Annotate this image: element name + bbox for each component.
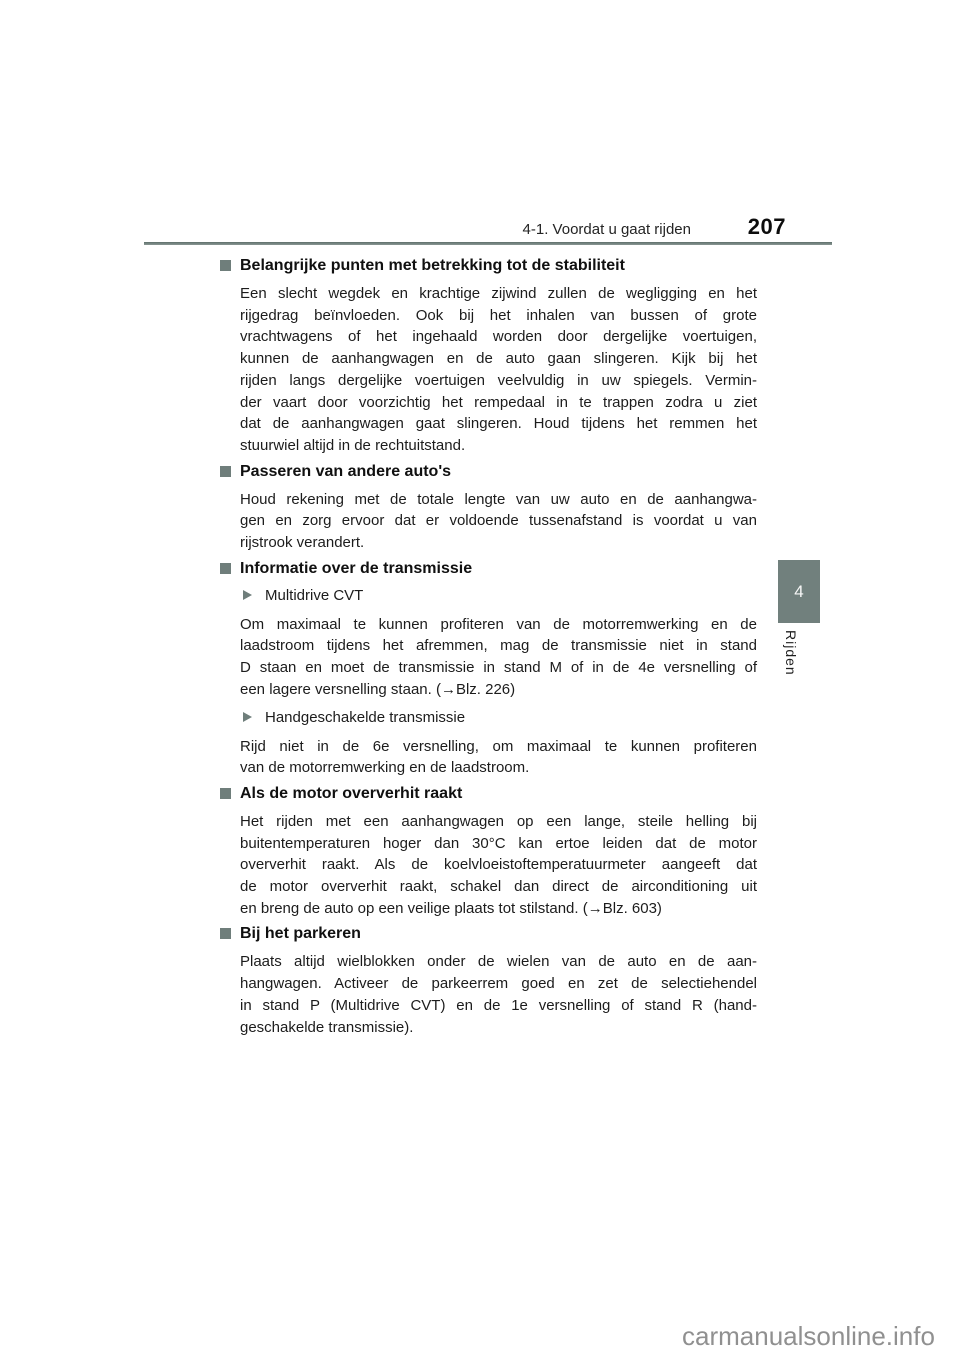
paragraph-line: laadstroom tijdens het afremmen, mag de transmissie niet in stand <box>240 637 757 655</box>
section-heading: Bij het parkeren <box>240 925 361 943</box>
page-number: 207 <box>747 214 786 239</box>
paragraph-line: der vaart door voorzichtig het rempedaal in te trappen zodra u ziet <box>240 393 757 411</box>
square-bullet-icon <box>220 260 231 271</box>
right-triangle-icon <box>243 590 252 600</box>
content-section <box>220 559 757 779</box>
paragraph-line: oververhit raakt. Als de koelvloeistoftemperatuurmeter aangeeft dat <box>240 856 757 874</box>
sub-heading: Multidrive CVT <box>265 586 364 604</box>
paragraph-line: van de motorremwerking en de laadstroom. <box>240 759 530 777</box>
content-section <box>220 462 757 554</box>
paragraph-line: geschakelde transmissie). <box>240 1018 414 1036</box>
paragraph-line: dat de aanhangwagen gaat slingeren. Houd tijdens het remmen het <box>240 415 757 433</box>
sub-heading-row <box>243 586 757 605</box>
paragraph-line: en breng de auto op een veilige plaats tot stilstand. (→Blz. 603) <box>240 899 662 917</box>
sub-heading-row <box>243 708 757 727</box>
section-heading: Informatie over de transmissie <box>240 559 473 577</box>
chapter-tab-label: Rijden <box>783 630 799 676</box>
section-heading-row <box>220 256 757 275</box>
paragraph <box>240 811 757 920</box>
paragraph <box>240 951 757 1038</box>
paragraph-line: de motor oververhit raakt, schakel dan direct de airconditioning uit <box>240 878 757 896</box>
paragraph <box>240 614 757 701</box>
content-section <box>220 924 757 1038</box>
page-header <box>144 214 832 243</box>
paragraph-line: Een slecht wegdek en krachtige zijwind zullen de wegligging en het <box>240 285 757 302</box>
paragraph-line: rijden langs dergelijke voertuigen veelvuldig in uw spiegels. Vermin- <box>240 371 757 389</box>
section-heading-row <box>220 924 757 943</box>
paragraph-line: vrachtwagens of het ingehaald worden door dergelijke voertuigen, <box>240 328 757 346</box>
paragraph-line: gen en zorg ervoor dat er voldoende tussenafstand is voordat u van <box>240 512 757 530</box>
paragraph-line: Houd rekening met de totale lengte van uw auto en de aanhangwa- <box>240 490 757 508</box>
section-heading: Passeren van andere auto's <box>240 462 452 480</box>
paragraph-line: een lagere versnelling staan. (→Blz. 226) <box>240 680 516 698</box>
section-heading-row <box>220 784 757 803</box>
header-rule <box>144 242 832 245</box>
section-heading-row <box>220 559 757 578</box>
content-section <box>220 784 757 920</box>
right-triangle-icon <box>243 712 252 722</box>
paragraph-line: D staan en moet de transmissie in stand M of in de 4e versnelling of <box>240 659 757 677</box>
running-section-title: 4-1. Voordat u gaat rijden <box>522 221 691 238</box>
paragraph-line: buitentemperaturen hoger dan 30°C kan ertoe leiden dat de motor <box>240 834 757 852</box>
square-bullet-icon <box>220 928 231 939</box>
watermark-text: carmanualsonline.info <box>682 1321 935 1351</box>
section-heading-row <box>220 462 757 481</box>
paragraph-line: rijgedrag beïnvloeden. Ook bij het inhalen van bussen of grote <box>240 306 757 324</box>
paragraph <box>240 283 757 457</box>
chapter-tab: 4 <box>778 560 820 623</box>
paragraph <box>240 736 757 779</box>
square-bullet-icon <box>220 788 231 799</box>
square-bullet-icon <box>220 466 231 477</box>
content-section <box>220 256 757 457</box>
square-bullet-icon <box>220 563 231 574</box>
paragraph-line: stuurwiel altijd in de rechtuitstand. <box>240 436 466 454</box>
paragraph-line: Om maximaal te kunnen profiteren van de motorremwerking en de <box>240 615 757 633</box>
paragraph-line: in stand P (Multidrive CVT) en de 1e versnelling of stand R (hand- <box>240 996 757 1014</box>
sections <box>220 256 757 1038</box>
paragraph-line: Rijd niet in de 6e versnelling, om maximaal te kunnen profiteren <box>240 737 757 755</box>
paragraph-line: rijstrook verandert. <box>240 534 365 552</box>
paragraph <box>240 489 757 554</box>
paragraph-line: hangwagen. Activeer de parkeerrem goed en zet de selectiehendel <box>240 975 757 993</box>
paragraph-line: kunnen de aanhangwagen en de auto gaan slingeren. Kijk bij het <box>240 350 757 368</box>
paragraph-line: Plaats altijd wielblokken onder de wielen van de auto en de aan- <box>240 953 757 971</box>
section-heading: Belangrijke punten met betrekking tot de stabiliteit <box>240 257 625 274</box>
paragraph-line: Het rijden met een aanhangwagen op een lange, steile helling bij <box>240 812 757 830</box>
sub-heading: Handgeschakelde transmissie <box>265 708 466 726</box>
section-heading: Als de motor oververhit raakt <box>240 784 463 802</box>
